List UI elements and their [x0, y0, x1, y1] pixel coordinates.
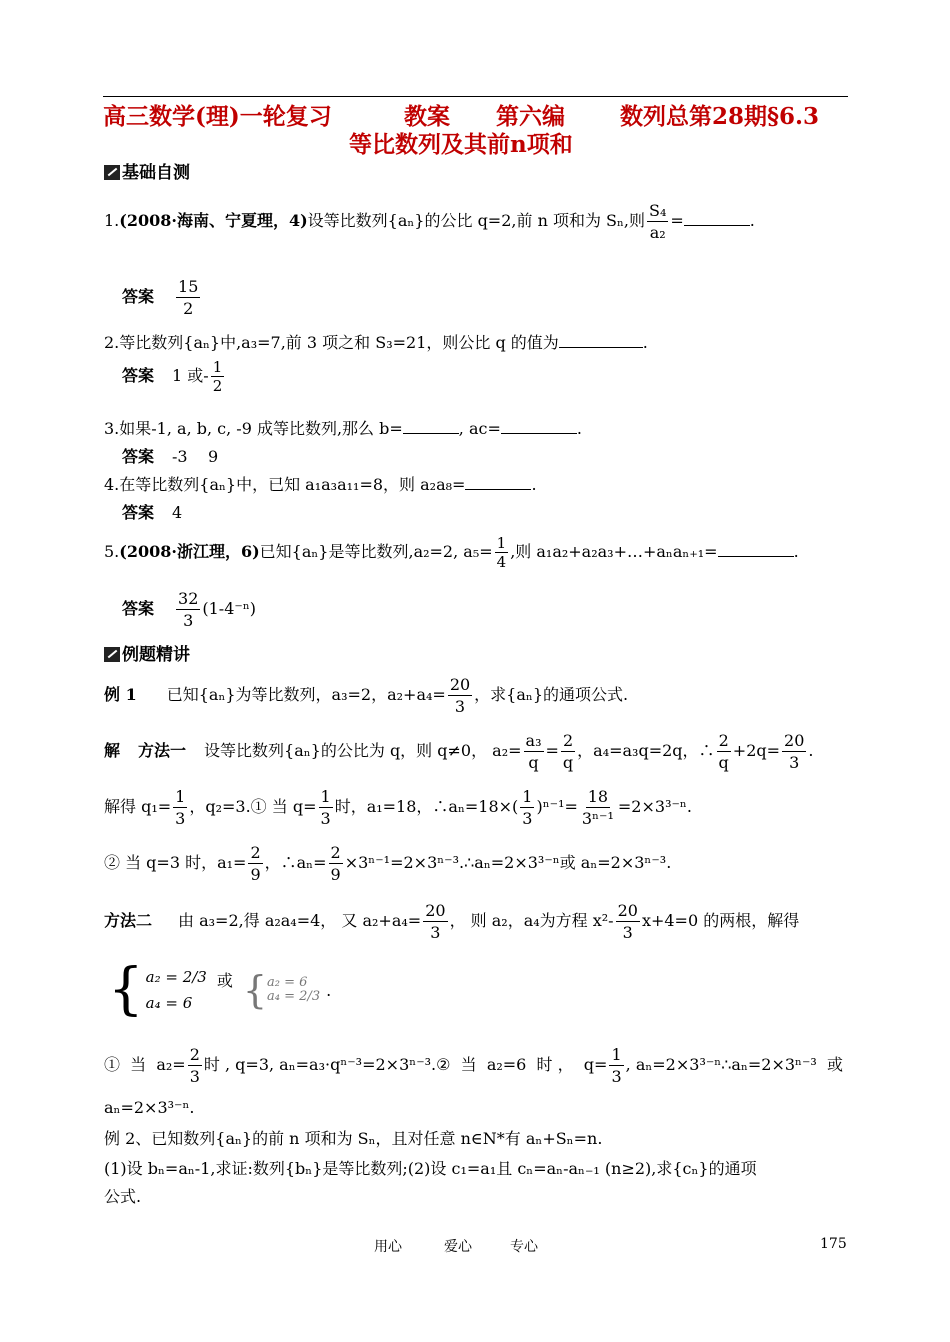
question-number: 5.: [104, 542, 120, 561]
system-1: [146, 964, 207, 1016]
question-text: 设等比数列{aₙ}的公比 q=2,前 n 项和为 Sₙ,则: [307, 211, 646, 230]
fraction-numerator: 2: [718, 731, 729, 750]
fraction-denominator: 2: [183, 299, 194, 318]
fraction: [609, 1044, 623, 1087]
solution-text: x+4=0 的两根，解得: [641, 911, 800, 930]
solution-text: ② 当 q=3 时，a₁=: [104, 853, 247, 872]
answer-text: -3 9: [172, 447, 219, 466]
answer-5: [122, 588, 256, 631]
fraction-numerator: 1: [175, 787, 186, 806]
answer-blank: [465, 475, 531, 490]
answer-label: 答案: [122, 287, 155, 306]
fraction: [782, 730, 806, 773]
fraction: [520, 786, 534, 829]
title-line1-part4: 数列总第28期§6.3: [620, 103, 820, 130]
answer-label: 答案: [122, 599, 155, 618]
fraction-denominator: 3: [189, 1067, 200, 1086]
answer-label: 答案: [122, 366, 155, 385]
period: .: [326, 980, 332, 1000]
answer-2: [122, 358, 226, 395]
left-brace: {: [108, 957, 144, 1022]
fraction-denominator: 3: [611, 1067, 622, 1086]
solution-text: 解得 q₁=: [104, 797, 172, 816]
fraction-numerator: 1: [611, 1045, 622, 1064]
equals-sign: =: [670, 211, 684, 230]
question-text: 3.如果-1, a, b, c, -9 成等比数列,那么 b=: [104, 419, 403, 438]
fraction-denominator: 3: [454, 697, 466, 716]
pencil-icon: [104, 647, 120, 662]
answer-blank: [718, 542, 794, 557]
section-heading-examples: [104, 640, 190, 665]
solution-text: 时，a₁=18，∴aₙ=18×(: [334, 797, 519, 816]
period: .: [642, 333, 648, 352]
page-number: 175: [820, 1236, 847, 1252]
fraction: [524, 730, 544, 773]
fraction-numerator: 20: [617, 901, 638, 920]
title-line1-part2: 教案: [404, 103, 450, 130]
answer-text: 1 或-: [172, 366, 209, 385]
footer-text-2: 爱心: [444, 1239, 472, 1255]
fraction: [448, 674, 472, 717]
title-line1-part1: 高三数学(理)一轮复习: [103, 103, 332, 130]
answer-3: [122, 444, 218, 467]
solution-line-6: aₙ=2×3³⁻ⁿ.: [104, 1098, 195, 1117]
fraction-denominator: 3: [789, 753, 800, 772]
title-line1-part3: 第六编: [496, 103, 565, 130]
solution-text: 由 a₃=2,得 a₂a₄=4， 又 a₂+a₄=: [178, 911, 422, 930]
period: .: [793, 542, 799, 561]
question-text: 2.等比数列{aₙ}中,a₃=7,前 3 项之和 S₃=21，则公比 q 的值为: [104, 333, 559, 352]
example-2-line-3: 公式.: [104, 1187, 142, 1206]
fraction-denominator: 9: [250, 865, 261, 884]
fraction-denominator: q: [562, 753, 574, 772]
solution-text: ，q₂=3.① 当 q=: [189, 797, 317, 816]
system-equation: a₄ = 2/3: [267, 989, 321, 1004]
fraction-numerator: 20: [449, 675, 471, 694]
fraction: [173, 786, 187, 829]
fraction: [580, 786, 616, 829]
solution-text: )ⁿ⁻¹=: [536, 797, 578, 816]
solution-label: 解: [104, 741, 121, 760]
fraction-numerator: 1: [212, 358, 223, 376]
question-source: (2008·海南、宁夏理，4): [119, 211, 308, 230]
fraction: [188, 1044, 202, 1087]
footer-text-1: 用心: [374, 1239, 402, 1255]
pencil-icon: [104, 165, 120, 180]
answer-1: [122, 276, 202, 319]
solution-text: =2×3³⁻ⁿ.: [617, 797, 692, 816]
fraction: [319, 786, 333, 829]
solution-line-5: [104, 1044, 843, 1087]
solution-text: ， 则 a₂，a₄为方程 x²-: [449, 911, 614, 930]
question-source: (2008·浙江理，6): [119, 542, 260, 561]
fraction-denominator: 3: [183, 611, 194, 630]
solution-line-2: [104, 786, 692, 829]
question-3: [104, 416, 582, 439]
question-text: 已知{aₙ}是等比数列,a₂=2, a₅=: [259, 542, 493, 561]
system-equation: a₂ = 2/3: [145, 968, 207, 986]
question-5: [104, 534, 799, 571]
answer-blank: [559, 333, 643, 348]
fraction: [561, 730, 575, 773]
example-text: 已知{aₙ}为等比数列，a₃=2，a₂+a₄=: [166, 685, 446, 704]
fraction-denominator: 4: [496, 553, 507, 571]
solution-line-4: [104, 900, 799, 943]
solution-text: , aₙ=2×3³⁻ⁿ∴aₙ=2×3ⁿ⁻³ 或: [625, 1055, 843, 1074]
solution-line-3: [104, 842, 671, 885]
fraction: [248, 842, 262, 885]
fraction-numerator: 2: [189, 1045, 200, 1064]
fraction-denominator: q: [528, 753, 539, 772]
question-number: 1.: [104, 211, 120, 230]
example-label: 例 1: [104, 685, 137, 704]
fraction-denominator: 3: [320, 809, 331, 828]
fraction-numerator: 1: [496, 534, 507, 552]
fraction-numerator: 2: [330, 843, 341, 862]
fraction: [176, 276, 200, 319]
method-label: 方法一: [138, 741, 187, 760]
fraction-denominator: 3ⁿ⁻¹: [581, 809, 614, 828]
footer-text-3: 专心: [510, 1239, 538, 1255]
question-4: [104, 472, 537, 495]
fraction: [329, 842, 343, 885]
fraction-denominator: 3: [622, 923, 633, 942]
section-heading-label: 基础自测: [122, 163, 190, 183]
fraction-denominator: a₂: [649, 223, 666, 242]
fraction: [495, 534, 509, 571]
fraction: [647, 200, 668, 243]
system-equation: a₂ = 6: [267, 975, 308, 990]
fraction: [616, 900, 640, 943]
fraction: [176, 588, 200, 631]
fraction-numerator: a₃: [525, 731, 542, 750]
method-label: 方法二: [104, 911, 153, 930]
answer-label: 答案: [122, 447, 155, 466]
solution-text: ① 当 a₂=: [104, 1055, 186, 1074]
equation-systems: [108, 957, 332, 1022]
period: .: [749, 211, 755, 230]
header-rule: [103, 96, 848, 97]
fraction-numerator: 2: [562, 731, 574, 750]
fraction-numerator: 1: [320, 787, 331, 806]
fraction-denominator: q: [718, 753, 729, 772]
fraction-numerator: 1: [522, 787, 533, 806]
fraction-numerator: 2: [250, 843, 261, 862]
solution-text: 设等比数列{aₙ}的公比为 q，则 q≠0， a₂=: [204, 741, 522, 760]
fraction-denominator: 3: [175, 809, 186, 828]
period: .: [531, 475, 537, 494]
example-text: ，求{aₙ}的通项公式.: [474, 685, 629, 704]
fraction-numerator: 18: [587, 787, 609, 806]
title-line2: 等比数列及其前n项和: [349, 131, 573, 158]
fraction-denominator: 9: [330, 865, 341, 884]
left-brace: {: [242, 968, 268, 1012]
fraction-denominator: 3: [522, 809, 533, 828]
system-equation: a₄ = 6: [145, 994, 193, 1012]
solution-text: +2q=: [732, 741, 781, 760]
period: .: [576, 419, 582, 438]
solution-text: 时 , q=3, aₙ=a₃·qⁿ⁻³=2×3ⁿ⁻³.② 当 a₂=6 时 ， q=: [203, 1055, 608, 1074]
fraction-numerator: 32: [178, 589, 199, 608]
question-text: ,则 a₁a₂+a₂a₃+…+aₙaₙ₊₁=: [510, 542, 718, 561]
fraction: [717, 730, 731, 773]
answer-blank: [684, 211, 750, 226]
answer-blank: [501, 419, 577, 434]
fraction-numerator: 15: [178, 277, 199, 296]
fraction-denominator: 3: [430, 923, 441, 942]
example-1: [104, 674, 628, 717]
fraction: [423, 900, 447, 943]
system-2: [267, 976, 320, 1004]
solution-text: ，a₄=a₃q=2q，∴: [577, 741, 715, 760]
or-text: 或: [216, 971, 233, 990]
solution-line-1: [104, 730, 813, 773]
fraction-numerator: 20: [425, 901, 446, 920]
answer-blank: [403, 419, 459, 434]
section-heading-label: 例题精讲: [122, 645, 190, 665]
answer-4: [122, 500, 182, 523]
solution-text: ×3ⁿ⁻¹=2×3ⁿ⁻³.∴aₙ=2×3³⁻ⁿ或 aₙ=2×3ⁿ⁻³.: [344, 853, 672, 872]
question-1: [104, 200, 755, 243]
example-2-line-2: (1)设 bₙ=aₙ-1,求证:数列{bₙ}是等比数列;(2)设 c₁=a₁且 cₙ=aₙ-aₙ₋₁ (n≥2),求{cₙ}的通项: [104, 1159, 757, 1178]
answer-text: 4: [172, 503, 183, 522]
solution-text: ，∴aₙ=: [264, 853, 327, 872]
section-heading-basic: [104, 158, 190, 183]
question-text: 4.在等比数列{aₙ}中，已知 a₁a₃a₁₁=8，则 a₂a₈=: [104, 475, 466, 494]
fraction-denominator: 2: [212, 377, 223, 395]
question-text: , ac=: [458, 419, 501, 438]
fraction: [211, 358, 225, 395]
period: .: [808, 741, 814, 760]
answer-label: 答案: [122, 503, 155, 522]
question-2: [104, 330, 648, 353]
equals-sign: =: [545, 741, 559, 760]
example-2-line-1: 例 2、已知数列{aₙ}的前 n 项和为 Sₙ，且对任意 n∈N*有 aₙ+Sₙ=n.: [104, 1129, 603, 1148]
answer-text: (1-4⁻ⁿ): [202, 599, 256, 618]
fraction-numerator: 20: [784, 731, 805, 750]
fraction-numerator: S₄: [649, 201, 667, 220]
